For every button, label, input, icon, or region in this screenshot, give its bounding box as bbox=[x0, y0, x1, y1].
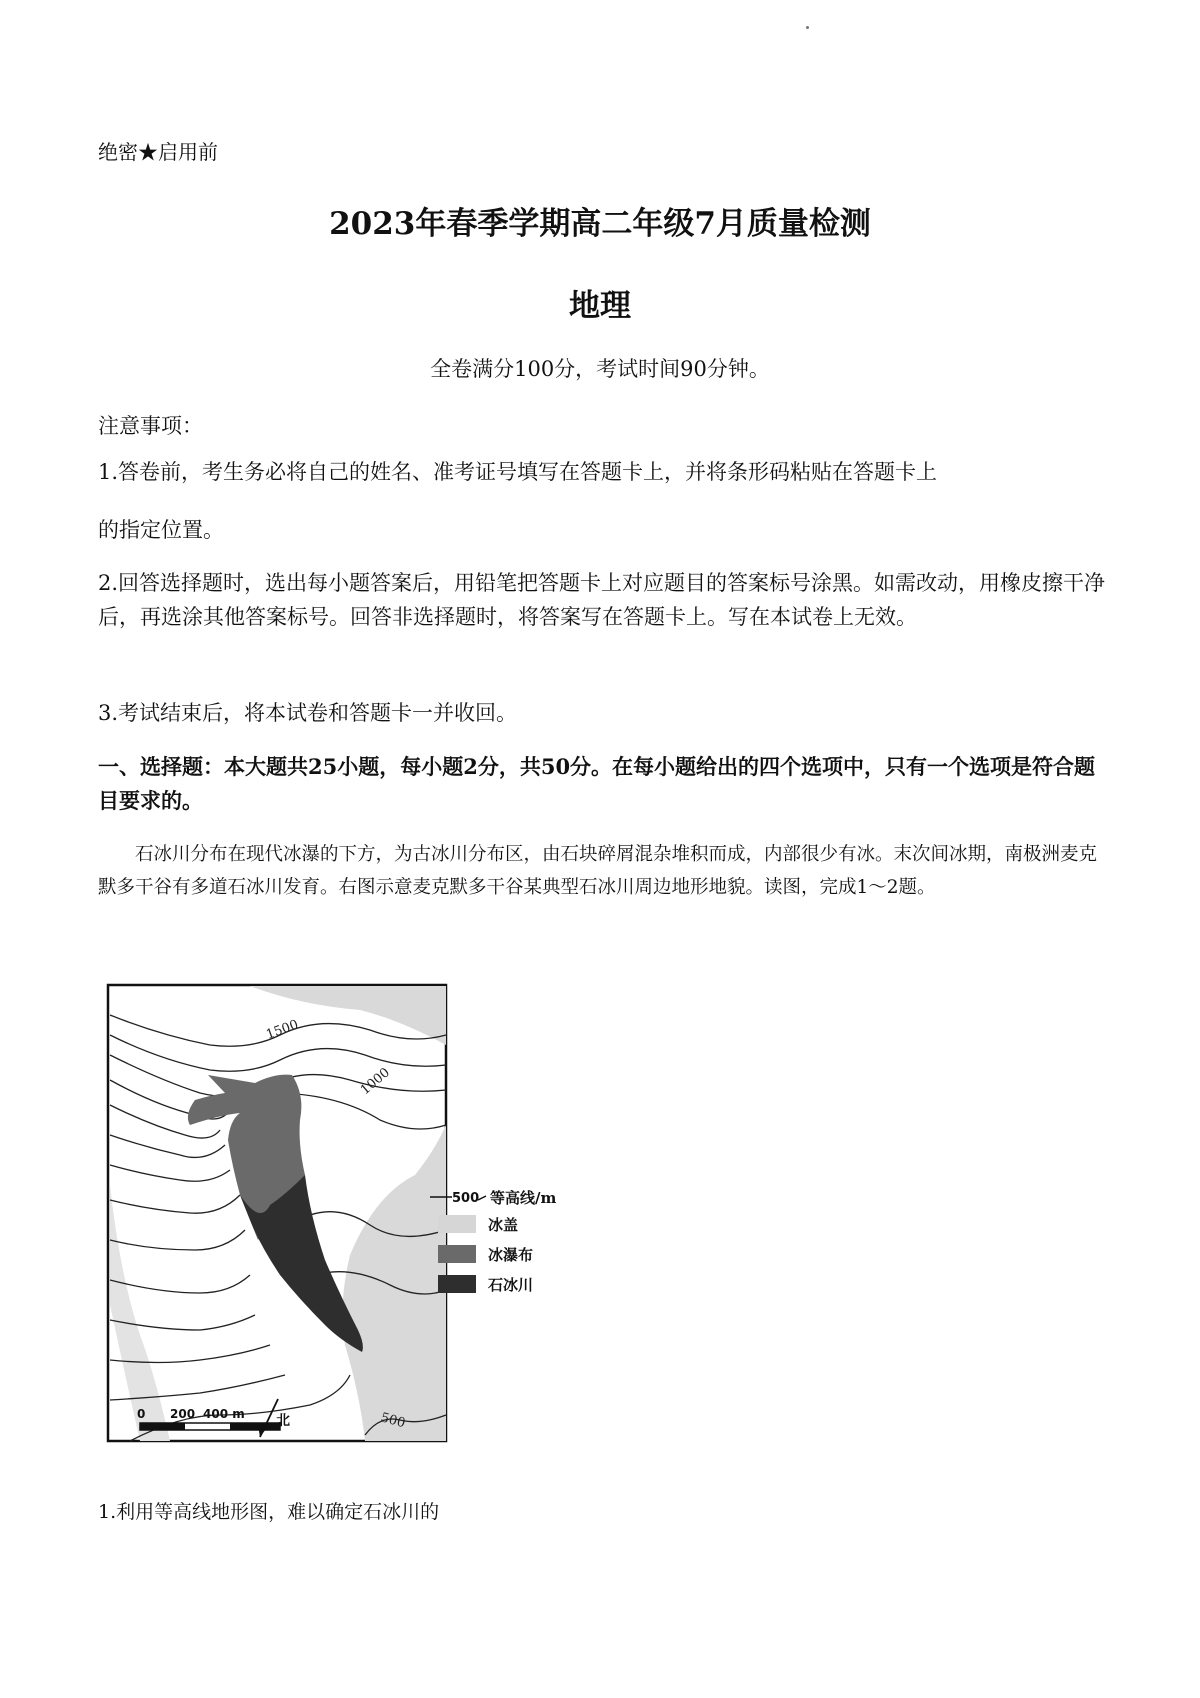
exam-info: 全卷满分100分，考试时间90分钟。 bbox=[430, 357, 770, 381]
scale-label-400: 400 m bbox=[203, 1407, 245, 1421]
legend-rock-glacier-label: 石冰川 bbox=[488, 1276, 534, 1294]
legend-icefall-swatch bbox=[438, 1245, 476, 1263]
legend-ice-cap-label: 冰盖 bbox=[488, 1216, 519, 1234]
rock-glacier-map bbox=[100, 975, 620, 1455]
legend-line-right bbox=[478, 1196, 486, 1200]
map-area bbox=[108, 985, 446, 1441]
contour-label-500: 500 bbox=[378, 1410, 407, 1432]
legend-contour-label: 等高线/m bbox=[490, 1189, 557, 1207]
exam-title: 2023年春季学期高二年级7月质量检测 bbox=[329, 206, 871, 242]
legend-contour-value: 500 bbox=[452, 1191, 480, 1206]
contour-label-1500: 1500 bbox=[264, 1017, 301, 1043]
question-1: 1.利用等高线地形图，难以确定石冰川的 bbox=[98, 1501, 440, 1523]
legend-rock-glacier-swatch bbox=[438, 1275, 476, 1293]
map-legend bbox=[430, 1189, 556, 1294]
section-heading: 一、选择题：本大题共25小题，每小题2分，共50分。在每小题给出的四个选项中，只有一个选项是符合题目要求的。 bbox=[98, 754, 1096, 813]
legend-icefall-label: 冰瀑布 bbox=[488, 1246, 534, 1264]
question-intro: 石冰川分布在现代冰瀑的下方，为古冰川分布区，由石块碎屑混杂堆积而成，内部很少有冰。末次间冰期，南极洲麦克默多干谷有多道石冰川发育。右图示意麦克默多干谷某典型石冰川周边地形地貌。读图，完成1～2题。 bbox=[98, 844, 1098, 898]
scan-speck bbox=[806, 26, 809, 29]
note-item-1-continued: 的指定位置。 bbox=[98, 518, 224, 542]
secret-label: 绝密★启用前 bbox=[98, 140, 218, 164]
north-label: 北 bbox=[276, 1413, 290, 1429]
notes-heading: 注意事项： bbox=[98, 414, 203, 438]
scale-label-200: 200 bbox=[170, 1407, 196, 1421]
exam-subject: 地理 bbox=[569, 288, 631, 324]
scale-label-0: 0 bbox=[137, 1407, 146, 1421]
contour-label-1000: 1000 bbox=[357, 1065, 393, 1099]
legend-ice-cap-swatch bbox=[438, 1215, 476, 1233]
note-item-1: 1.答卷前，考生务必将自己的姓名、准考证号填写在答题卡上，并将条形码粘贴在答题卡上 bbox=[98, 460, 938, 484]
note-item-2: 2.回答选择题时，选出每小题答案后，用铅笔把答题卡上对应题目的答案标号涂黑。如需改动，用橡皮擦干净后，再选涂其他答案标号。回答非选择题时，将答案写在答题卡上。写在本试卷上无效。 bbox=[98, 571, 1106, 629]
note-item-3: 3.考试结束后，将本试卷和答题卡一并收回。 bbox=[98, 701, 518, 725]
